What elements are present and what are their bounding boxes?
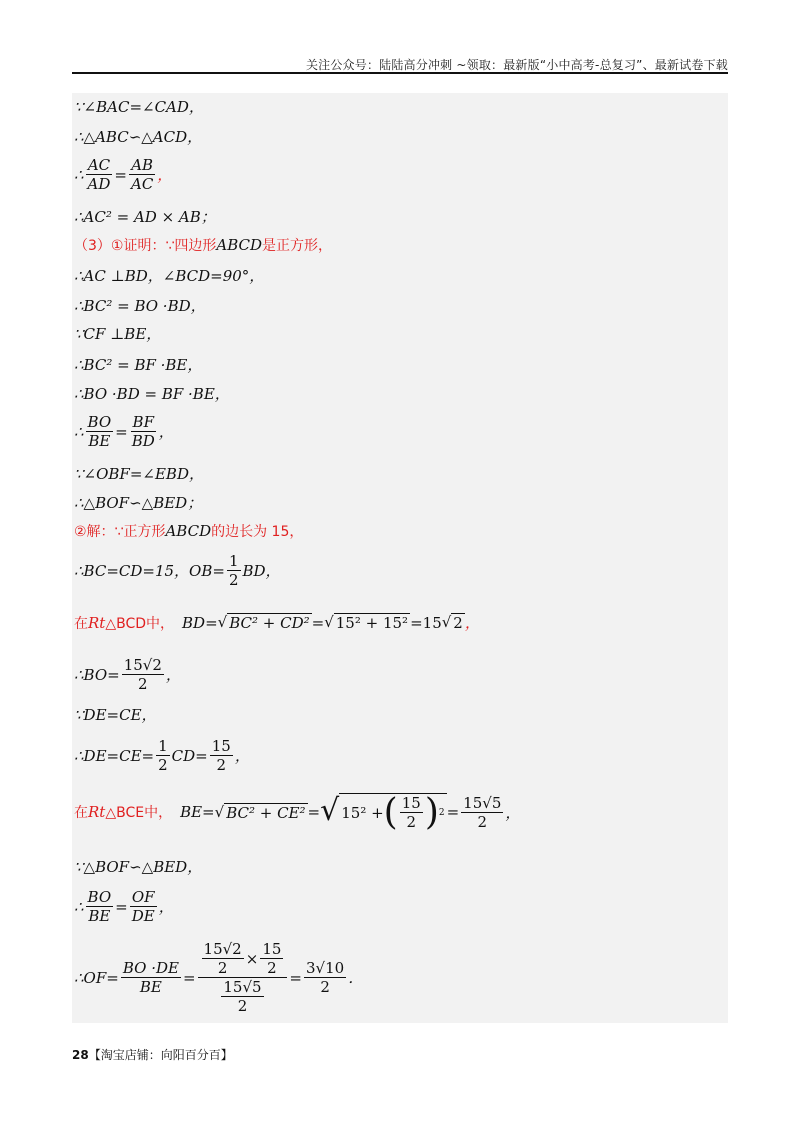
math-text: ∴OF= (74, 968, 119, 987)
step-5 (74, 235, 332, 255)
square-root (324, 613, 410, 632)
numerator: 3√10 (305, 959, 345, 977)
comma: ， (158, 898, 174, 916)
numerator: 1 (228, 552, 239, 570)
denominator: AC (130, 175, 154, 193)
therefore-symbol: ∴ (74, 165, 84, 184)
equals: = (307, 803, 321, 821)
radical-sign: √ (324, 613, 334, 631)
part-2-label: ②解：∵正方形 (74, 524, 166, 540)
step-4: ∴AC² = AD × AB； (74, 208, 216, 226)
fraction (202, 940, 244, 977)
step-1: ∵∠BAC=∠CAD， (74, 98, 204, 116)
step-20 (74, 793, 520, 831)
header-rule (72, 72, 728, 74)
radical-sign: √ (217, 613, 228, 631)
fraction (304, 959, 346, 996)
fraction (130, 413, 157, 450)
numerator: BF (132, 413, 154, 431)
step-12: ∵∠OBF=∠EBD， (74, 465, 204, 483)
rt-label: Rt (88, 613, 106, 632)
radicand: BC² + CE² (226, 803, 306, 822)
square-name: ABCD (216, 236, 263, 254)
triangle-label: △BCD中， (105, 615, 175, 632)
math-text: BD= (182, 613, 218, 632)
shop-label: 【淘宝店铺：向阳百分百】 (88, 1048, 233, 1062)
numerator: 15 (211, 737, 231, 755)
step-8: ∵CF ⊥BE， (74, 325, 162, 343)
math-text: ∴BC=CD=15，OB= (74, 562, 225, 580)
step-15 (74, 552, 281, 589)
step-6: ∴AC ⊥BD，∠BCD=90°， (74, 267, 265, 285)
numerator: BO ·DE (122, 959, 179, 977)
comma: ， (165, 666, 181, 684)
step-13: ∴△BOF∽△BED； (74, 494, 203, 512)
numerator: 15 (401, 794, 421, 812)
denominator: 2 (477, 812, 488, 831)
comma: ， (157, 166, 173, 184)
radicand: 15² + ( $\frac{15}{2}$ ) 2 (341, 791, 445, 833)
fraction (129, 156, 155, 193)
equals: = (289, 968, 302, 987)
step-7: ∴BC² = BO ·BD， (74, 297, 206, 315)
fraction (400, 794, 423, 831)
numerator: BO (87, 888, 112, 906)
page-header: 关注公众号：陆陆高分冲刺 ~领取：最新版“小中高考-总复习”、最新试卷下载 (305, 58, 728, 72)
denominator: 2 (216, 756, 227, 774)
fraction (227, 552, 241, 589)
comma: ， (234, 747, 250, 765)
radical-sign: √ (441, 613, 452, 631)
denominator: 2 (237, 997, 248, 1015)
comma: ， (464, 614, 480, 632)
step-3 (74, 156, 172, 193)
numerator: AC (87, 156, 111, 174)
denominator: BE (139, 978, 162, 996)
step-16 (74, 612, 480, 633)
math-text: 15² + (341, 803, 384, 822)
numerator: 15√2 (203, 940, 242, 958)
step-10: ∴BO ·BD = BF ·BE， (74, 385, 230, 403)
step-21: ∵△BOF∽△BED， (74, 858, 203, 876)
radicand: 15² + 15² (335, 614, 409, 632)
math-text: ∴DE=CE= (74, 746, 155, 765)
radical-sign: √ (320, 793, 340, 828)
denominator: 2 (158, 756, 168, 774)
numerator: 15 (262, 940, 282, 958)
square-root (320, 793, 446, 831)
part-2-label-end: 的边长为 15， (211, 524, 304, 540)
math-text: ∴BO= (74, 665, 120, 684)
square-root (218, 613, 312, 632)
step-19 (74, 737, 250, 774)
denominator: BE (88, 432, 111, 450)
square-name: ABCD (165, 522, 212, 540)
fraction (461, 794, 503, 831)
step-9: ∴BC² = BF ·BE， (74, 356, 203, 374)
math-text: BE= (180, 803, 215, 821)
fraction (130, 888, 157, 925)
right-paren: ) (424, 791, 439, 833)
radical-sign: √ (214, 802, 225, 821)
step-14 (74, 521, 303, 541)
numerator: OF (131, 888, 155, 906)
denominator: DE (131, 907, 155, 925)
in-label: 在 (74, 615, 88, 632)
left-paren: ( (383, 791, 398, 833)
fraction (221, 978, 263, 1015)
denominator: 2 (267, 959, 277, 977)
denominator: AD (87, 175, 111, 193)
fraction (122, 656, 164, 693)
fraction (86, 156, 113, 193)
step-22 (74, 888, 174, 925)
numerator: 15√5 (223, 978, 262, 996)
times: × (245, 949, 259, 968)
step-18: ∵DE=CE， (74, 706, 157, 724)
denominator: 2 (138, 675, 148, 693)
denominator (217, 978, 267, 1015)
math-text: CD= (171, 746, 208, 765)
comma: ， (158, 423, 174, 441)
fraction (121, 959, 181, 996)
step-11 (74, 413, 174, 450)
fraction (86, 888, 114, 925)
radicand: BC² + CD² (229, 614, 310, 632)
square-root (442, 613, 465, 632)
equals: = (311, 613, 325, 632)
math-text: BD， (242, 562, 281, 580)
denominator: BD (131, 432, 155, 450)
denominator: BE (88, 907, 111, 925)
part-3-label: （3）①证明：∵四边形 (74, 238, 217, 254)
numerator: AB (131, 156, 154, 174)
square-root (215, 803, 308, 822)
equals: = (115, 897, 128, 916)
numerator: 1 (158, 737, 168, 755)
numerator: 15√2 (123, 656, 162, 674)
fraction (86, 413, 114, 450)
equals: = (115, 422, 128, 441)
numerator: BO (87, 413, 112, 431)
numerator (198, 940, 288, 978)
therefore-symbol: ∴ (74, 897, 84, 916)
denominator: 2 (320, 978, 330, 996)
denominator: 2 (217, 959, 228, 977)
step-17 (74, 656, 181, 693)
period: ． (348, 969, 364, 987)
equals: = (114, 165, 127, 184)
compound-fraction (198, 940, 288, 1015)
math-text: =15 (410, 613, 442, 632)
fraction (210, 737, 233, 774)
therefore-symbol: ∴ (74, 422, 84, 441)
page-footer (72, 1046, 233, 1063)
equals: = (182, 968, 196, 987)
in-label: 在 (74, 805, 88, 821)
fraction (260, 940, 283, 977)
denominator: 2 (406, 813, 417, 831)
fraction (156, 737, 170, 774)
step-2: ∴△ABC∽△ACD， (74, 128, 203, 146)
triangle-label: △BCE中， (105, 805, 173, 821)
radicand: 2 (453, 614, 463, 632)
part-3-label-end: 是正方形， (262, 238, 333, 254)
equals: = (446, 803, 460, 821)
numerator: 15√5 (463, 793, 502, 812)
denominator: 2 (228, 571, 239, 589)
step-23 (74, 940, 363, 1015)
comma: ， (505, 803, 521, 822)
rt-label: Rt (88, 803, 106, 821)
page-number: 28 (72, 1048, 89, 1062)
